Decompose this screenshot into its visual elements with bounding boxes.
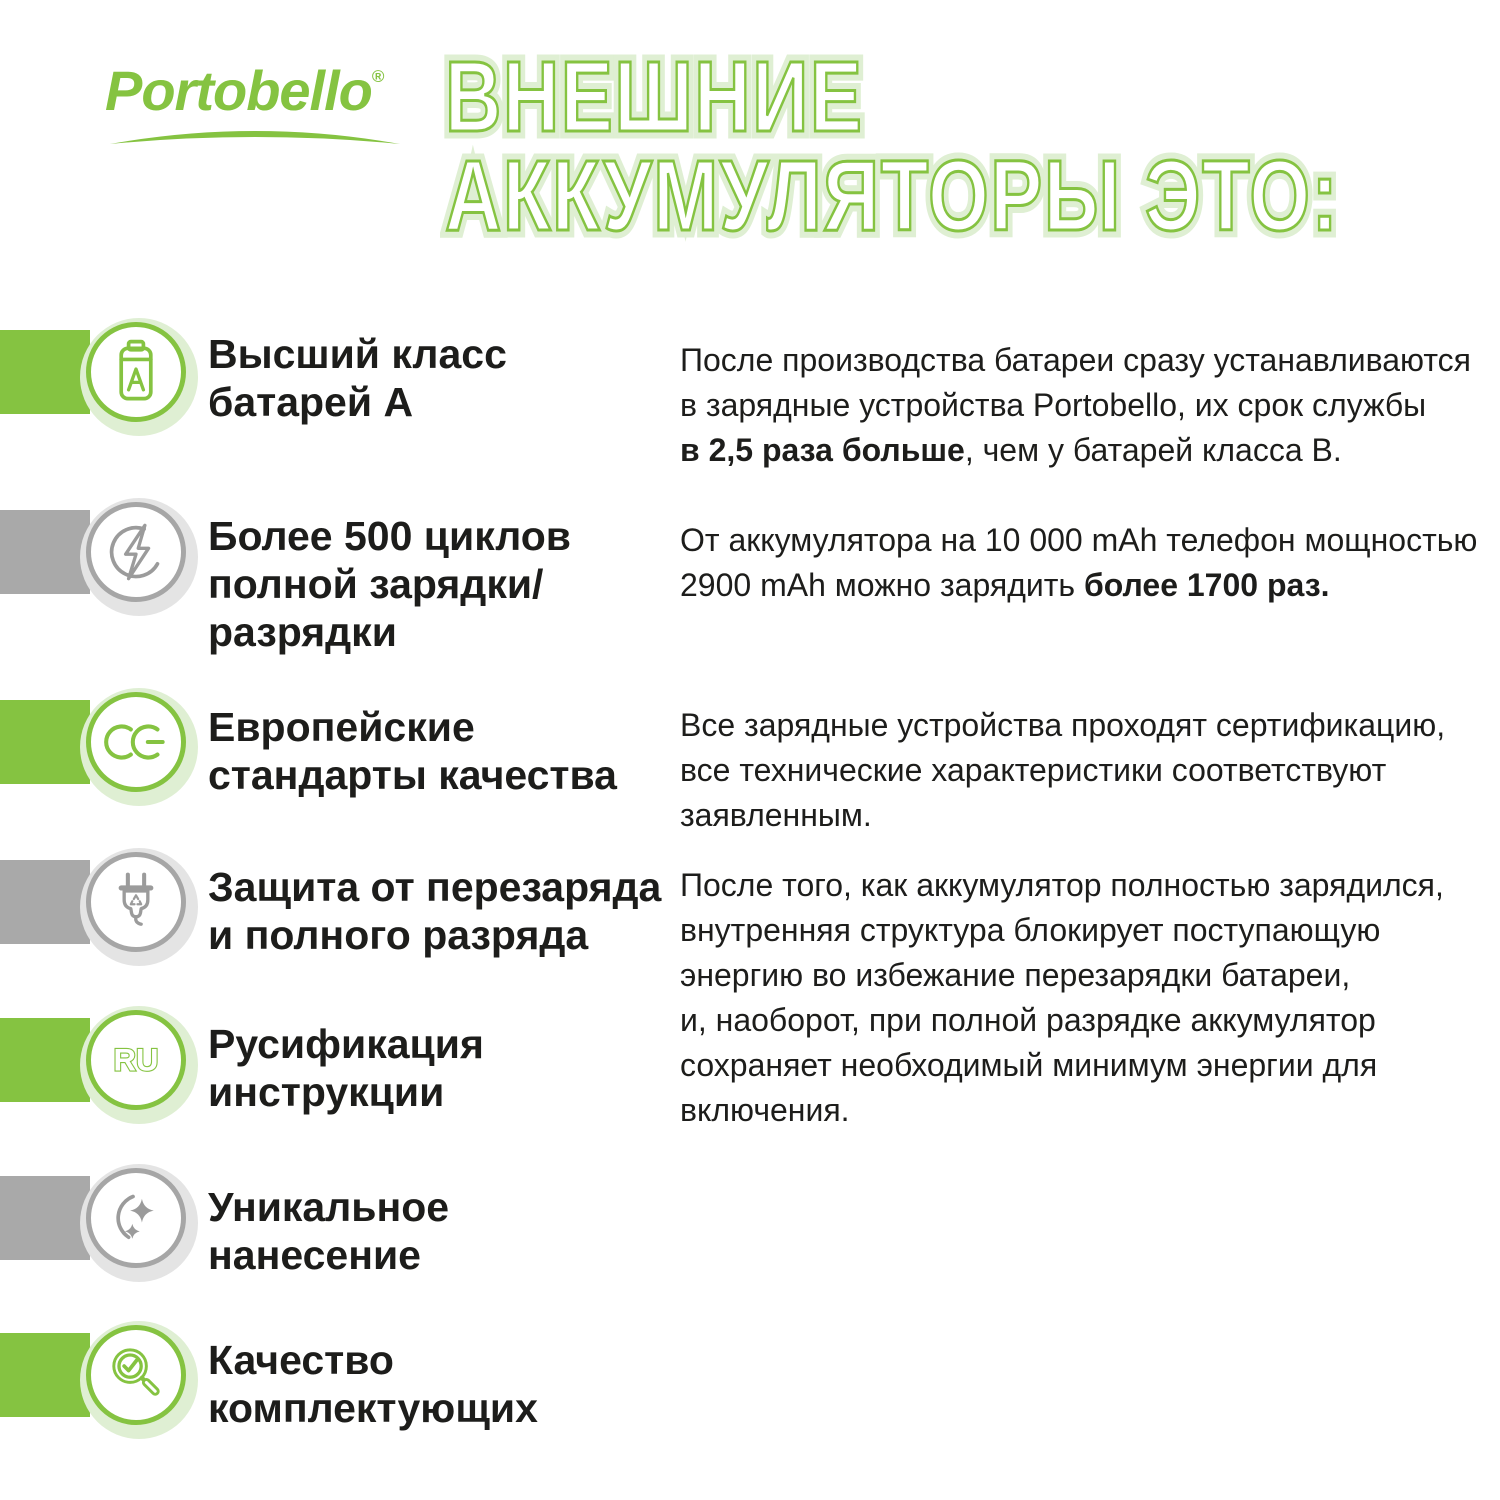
- feature-row-ru-localization: [0, 998, 215, 1122]
- label-line: Русификация: [208, 1021, 484, 1067]
- label-line: инструкции: [208, 1069, 445, 1115]
- description-line: заявленным.: [680, 797, 872, 833]
- feature-label-battery-class: [208, 330, 507, 426]
- page-title-line-2: АККУМУЛЯТОРЫ ЭТО: АККУМУЛЯТОРЫ ЭТО:: [445, 147, 1339, 246]
- description-line: После того, как аккумулятор полностью зарядился,: [680, 867, 1444, 903]
- icon-ring: [86, 1168, 186, 1268]
- description-line: сохраняет необходимый минимум энергии для: [680, 1047, 1378, 1083]
- label-line: Уникальное: [208, 1184, 450, 1230]
- feature-row-component-quality: [0, 1313, 215, 1437]
- feature-label-unique-branding: [208, 1183, 449, 1279]
- description-line: [680, 428, 1471, 473]
- label-line: разрядки: [208, 609, 397, 655]
- feature-label-charge-cycles: [208, 512, 571, 656]
- highlight-text: более 1700 раз.: [1083, 567, 1330, 603]
- feature-label-ru-localization: [208, 1020, 484, 1116]
- description-line: включения.: [680, 1092, 850, 1128]
- component-quality-icon: [99, 1338, 173, 1412]
- feature-label-component-quality: [208, 1336, 538, 1432]
- icon-ring: [86, 852, 186, 952]
- label-line: стандарты качества: [208, 752, 617, 798]
- accent-tab: [0, 510, 90, 594]
- accent-tab: [0, 860, 90, 944]
- label-line: комплектующих: [208, 1385, 538, 1431]
- description-line: Все зарядные устройства проходят сертификацию,: [680, 707, 1446, 743]
- description-text: , чем у батарей класса B.: [964, 432, 1342, 468]
- feature-description-overcharge-protection: [680, 863, 1444, 1133]
- accent-tab: [0, 330, 90, 414]
- brand-logo-text: Portobello: [105, 59, 372, 122]
- page-title-line-1: ВНЕШНИЕ ВНЕШНИЕ: [445, 48, 1339, 147]
- feature-row-charge-cycles: [0, 490, 215, 614]
- icon-ring: [86, 322, 186, 422]
- feature-label-overcharge-protection: [208, 863, 661, 959]
- description-text: 2900 mAh можно зарядить: [680, 567, 1084, 603]
- feature-row-eu-standards: [0, 680, 215, 804]
- label-line: и полного разряда: [208, 912, 589, 958]
- label-line: Защита от перезаряда: [208, 864, 662, 910]
- label-line: Высший класс: [208, 331, 507, 377]
- label-line: нанесение: [208, 1232, 421, 1278]
- feature-row-unique-branding: [0, 1156, 215, 1280]
- description-line: [680, 563, 1477, 608]
- highlight-text: в 2,5 раза больше: [680, 432, 965, 468]
- ru-localization-icon: [99, 1023, 173, 1097]
- accent-tab: [0, 1176, 90, 1260]
- description-line: все технические характеристики соответствуют: [680, 752, 1387, 788]
- description-line: энергию во избежание перезарядки батареи,: [680, 957, 1351, 993]
- icon-ring: [86, 502, 186, 602]
- label-line: Более 500 циклов: [208, 513, 571, 559]
- description-line: и, наоборот, при полной разрядке аккумулятор: [680, 1002, 1376, 1038]
- logo-swoosh: [105, 125, 405, 149]
- unique-branding-icon: [99, 1181, 173, 1255]
- overcharge-protection-icon: [99, 865, 173, 939]
- description-line: внутренняя структура блокирует поступающую: [680, 912, 1381, 948]
- feature-label-eu-standards: [208, 703, 617, 799]
- brand-logo: [105, 58, 415, 149]
- label-line: полной зарядки/: [208, 561, 544, 607]
- icon-ring: [86, 692, 186, 792]
- battery-class-a-icon: [99, 335, 173, 409]
- description-line: От аккумулятора на 10 000 mAh телефон мощностью: [680, 522, 1478, 558]
- charge-cycles-icon: [99, 515, 173, 589]
- label-line: Качество: [208, 1337, 394, 1383]
- description-line: в зарядные устройства Portobello, их срок службы: [680, 387, 1427, 423]
- label-line: Европейские: [208, 704, 475, 750]
- feature-description-eu-standards: [680, 703, 1445, 838]
- ru-letters: RU: [113, 1042, 159, 1078]
- feature-row-overcharge-protection: [0, 840, 215, 964]
- label-line: батарей A: [208, 379, 414, 425]
- accent-tab: [0, 1018, 90, 1102]
- feature-row-battery-class: [0, 310, 215, 434]
- accent-tab: [0, 1333, 90, 1417]
- page-title: [445, 41, 1340, 252]
- description-line: После производства батареи сразу устанавливаются: [680, 342, 1471, 378]
- icon-ring: [86, 1325, 186, 1425]
- ce-mark-icon: [99, 705, 173, 779]
- icon-ring: [86, 1010, 186, 1110]
- registered-trademark-symbol: ®: [371, 67, 385, 86]
- feature-description-charge-cycles: [680, 518, 1477, 608]
- feature-description-battery-class: [680, 338, 1471, 473]
- accent-tab: [0, 700, 90, 784]
